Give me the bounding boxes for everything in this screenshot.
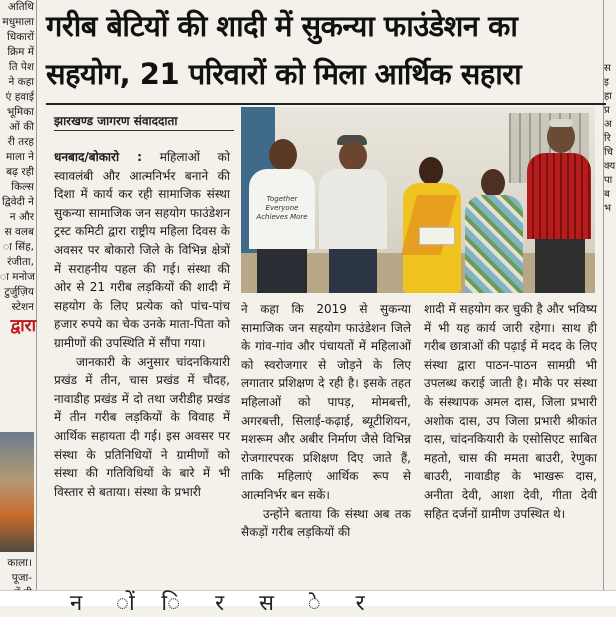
right-column-line: भ bbox=[604, 203, 612, 214]
right-column-line: रि bbox=[604, 133, 611, 144]
photo-person-2 bbox=[317, 123, 389, 293]
left-column-line: स वलब bbox=[4, 226, 34, 238]
right-column-line: पा bbox=[604, 175, 613, 186]
left-column-line: मधुमाला bbox=[2, 16, 34, 28]
byline: झारखण्ड जागरण संवाददाता bbox=[54, 114, 178, 128]
left-column-footer-line: काला। bbox=[7, 557, 32, 569]
article-column-2 bbox=[241, 300, 411, 542]
right-column-line: इ bbox=[604, 77, 609, 88]
right-column-line: अ bbox=[604, 119, 612, 130]
left-column-line: ने कहा bbox=[8, 76, 34, 88]
left-column-line: भूमिका bbox=[6, 106, 34, 118]
left-column-line: ओं की bbox=[9, 121, 34, 133]
article-column-1 bbox=[54, 148, 230, 501]
col2-paragraph-2: उन्होंने बताया कि संस्था अब तक सैकड़ों गरीब लड़कियों की bbox=[241, 506, 411, 540]
next-headline-fragment: न ों ि र स े र bbox=[70, 591, 365, 616]
photo-person-4 bbox=[463, 143, 525, 293]
photo-person-5 bbox=[525, 115, 593, 293]
dateline: धनबाद/बोकारो : bbox=[54, 150, 142, 164]
right-column-line: हा bbox=[604, 91, 612, 102]
news-photo bbox=[241, 107, 595, 293]
photo-person-3 bbox=[399, 135, 465, 293]
photo-person-1 bbox=[247, 123, 317, 293]
col1-paragraph-1: महिलाओं को स्वावलंबी और आत्मनिर्भर बनाने की दिशा में कार्य कर रही सामाजिक संस्था सुकन्या सामाजिक जन सहयोग फाउंडेशन ट्रस्ट कमिटी द्वारा राष्ट्रीय महिला दिवस के अवसर पर बोकारो जिले के विभिन्न क्षेत्रों में सराहनीय पहल की गई। संस्था की ओर से 21 गरीब लड़कियों की शादी में सहयोग के लिए प्रत्येक को पांच-पांच हजार रुपये का चेक उनके माता-पिता को ग्रामीणों की उपस्थिति में सौंपा गया। bbox=[54, 150, 230, 350]
left-column-photo bbox=[0, 432, 34, 552]
headline-line-2: सहयोग, 21 परिवारों को मिला आर्थिक सहारा bbox=[46, 57, 522, 91]
right-column-line: प्र bbox=[604, 105, 610, 116]
left-column-line: बढ़ रही bbox=[6, 166, 34, 178]
col1-paragraph-2: जानकारी के अनुसार चांदनकियारी प्रखंड में तीन, चास प्रखंड में चौदह, नावाडीह प्रखंड में दो तथा जरीडीह प्रखंड में तीन गरीब लड़कियों के विवाह में आर्थिक सहायता दी गई। इस अवसर पर संस्था के प्रतिनिधियों ने ग्रामीणों को संस्था की गतिविधियों के बारे में भी विस्तार से बताया। संस्था के प्रभारी bbox=[54, 354, 230, 499]
left-column-line: एं हवाई bbox=[5, 91, 34, 103]
left-column-line: टुर्जुज़िय bbox=[4, 286, 34, 298]
right-column-line: स bbox=[604, 63, 611, 74]
left-column-line: स्टेशन bbox=[11, 301, 34, 313]
left-column-line: ा मनोज bbox=[0, 271, 35, 283]
article-column-3 bbox=[424, 300, 597, 523]
col3-paragraph-1: शादी में सहयोग कर चुकी है और भविष्य में भी यह कार्य जारी रहेगा। साथ ही गरीब छात्राओं की पढ़ाई में मदद के लिए संस्था द्वारा पाठन-पाठन सामग्री भी उपलब्ध कराई जाती है। मौके पर संस्था के संस्थापक अमल दास, जिला प्रभारी अशोक दास, उप जिला प्रभारी श्रीकांत दास, चांदनकियारी के एसोसिएट साबित महतो, चास की ममता बाउरी, रेणुका बाउरी, नावाडीह के भाखरू दास, अनीता देवी, आशा देवी, गीता देवी सहित दर्जनों ग्रामीण उपस्थित थे। bbox=[424, 302, 597, 521]
article-headline bbox=[46, 2, 606, 98]
left-column-line: रंजीता, bbox=[7, 256, 34, 268]
left-neighbor-column bbox=[0, 0, 37, 590]
left-column-lines bbox=[0, 0, 36, 315]
photo-cheque bbox=[419, 227, 455, 245]
left-column-line: री तरह bbox=[7, 136, 34, 148]
left-column-line: न और bbox=[9, 211, 34, 223]
left-column-heading: द्वारा bbox=[10, 316, 36, 336]
headline-line-1: गरीब बेटियों की शादी में सुकन्या फाउंडेशन का bbox=[46, 9, 518, 43]
byline-rule bbox=[54, 130, 234, 131]
left-column-line: अतिथि bbox=[7, 1, 34, 13]
left-column-line: धिकारों bbox=[7, 31, 34, 43]
shirt-text: Together Everyone Achieves More bbox=[256, 195, 308, 221]
col2-paragraph-1: ने कहा कि 2019 से सुकन्या सामाजिक जन सहयोग फाउंडेशन जिले के गांव-गांव और पंचायतों में महिलाओं को स्वरोजगार से जोड़ने के लिए लगातार प्रशिक्षण दे रही है। इसके तहत महिलाओं को पापड़, मोमबत्ती, अगरबत्ती, सिलाई-कढ़ाई, ब्यूटीशियन, मशरूम और अबीर निर्माण जैसे विभिन्न रोजगारपरक प्रशिक्षण दिए जाते हैं, ताकि महिलाएं आर्थिक रूप से आत्मनिर्भर बन सकें। bbox=[241, 302, 411, 502]
next-article-headline-strip bbox=[0, 590, 616, 616]
left-column-footer-line: पूजा- bbox=[11, 572, 32, 584]
right-column-line: क्य bbox=[604, 161, 616, 172]
left-column-line: क्रिम में bbox=[7, 46, 34, 58]
left-column-line: माला ने bbox=[5, 151, 34, 163]
headline-rule bbox=[46, 103, 606, 105]
right-column-line: ब bbox=[604, 189, 610, 200]
right-column-line: चि bbox=[604, 147, 613, 158]
left-column-line: द्विवेदी ने bbox=[1, 196, 34, 208]
left-column-line: ा सिंह, bbox=[2, 241, 34, 253]
left-column-line: किल्स bbox=[11, 181, 34, 193]
left-column-line: ति पेश bbox=[8, 61, 34, 73]
